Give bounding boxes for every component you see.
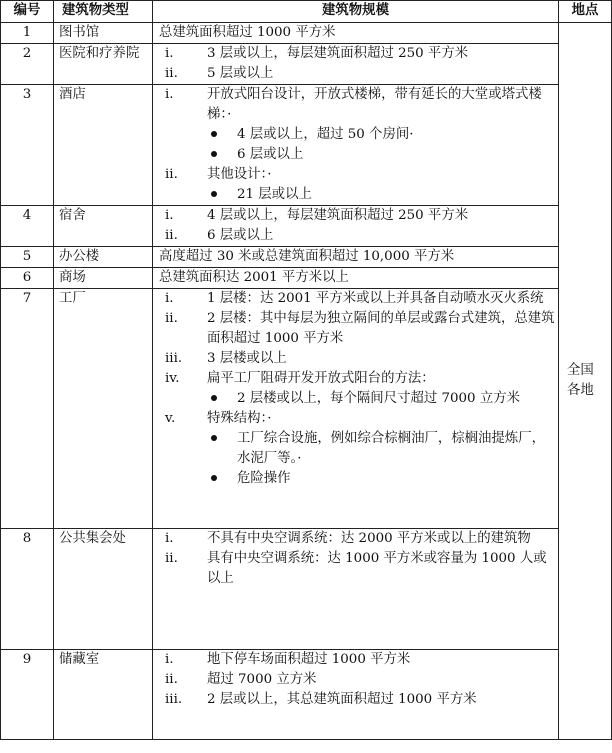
building-scale: 总建筑面积达 2001 平方米以上 xyxy=(153,268,559,289)
bullet-text: 2 层楼或以上，每个隔间尺寸超过 7000 立方米 xyxy=(237,391,521,406)
item-numeral: iii. xyxy=(165,351,183,366)
building-type: 酒店 xyxy=(54,85,153,206)
item-text: 1 层楼：达 2001 平方米或以上并具备自动喷水灭火系统 xyxy=(207,291,544,306)
row-number: 8 xyxy=(1,529,54,650)
item-text: 其他设计：· xyxy=(207,167,272,182)
bullet-text: 6 层或以上 xyxy=(237,147,304,162)
table-row xyxy=(1,529,612,650)
item-numeral: v. xyxy=(165,411,176,426)
spec-item xyxy=(159,44,556,64)
bullet-icon xyxy=(211,131,217,137)
table-row xyxy=(1,289,612,529)
bullet-icon xyxy=(211,151,217,157)
spec-item xyxy=(159,226,556,246)
building-scale xyxy=(153,206,559,247)
table-row xyxy=(1,650,612,740)
item-text: 超过 7000 立方米 xyxy=(207,672,317,687)
item-numeral: i. xyxy=(165,46,174,61)
row-number: 7 xyxy=(1,289,54,529)
bullet-text: 4 层或以上，超过 50 个房间· xyxy=(237,127,414,142)
building-type: 办公楼 xyxy=(54,247,153,268)
bullet-text: 21 层或以上 xyxy=(237,187,312,202)
row-number: 1 xyxy=(1,23,54,44)
spec-item xyxy=(159,165,556,185)
table-row xyxy=(1,23,612,44)
header-no: 编号 xyxy=(1,1,54,23)
building-type: 医院和疗养院 xyxy=(54,44,153,85)
item-text: 4 层或以上，每层建筑面积超过 250 平方米 xyxy=(207,208,469,223)
building-scale xyxy=(153,650,559,740)
item-text: 特殊结构：· xyxy=(207,411,272,426)
bullet-icon xyxy=(211,395,217,401)
row-number: 9 xyxy=(1,650,54,740)
row-number: 5 xyxy=(1,247,54,268)
item-numeral: ii. xyxy=(165,66,178,81)
item-numeral: ii. xyxy=(165,228,178,243)
building-scale: 总建筑面积超过 1000 平方米 xyxy=(153,23,559,44)
spec-item xyxy=(159,369,556,389)
table-row xyxy=(1,44,612,85)
table-row xyxy=(1,268,612,289)
item-numeral: i. xyxy=(165,291,174,306)
table-row xyxy=(1,206,612,247)
item-numeral: i. xyxy=(165,208,174,223)
building-type: 工厂 xyxy=(54,289,153,529)
bullet-icon xyxy=(211,191,217,197)
item-text: 2 层或以上，其总建筑面积超过 1000 平方米 xyxy=(207,692,477,707)
item-text: 地下停车场面积超过 1000 平方米 xyxy=(207,652,411,667)
item-text: 3 层或以上，每层建筑面积超过 250 平方米 xyxy=(207,46,469,61)
spec-item xyxy=(159,289,556,309)
spec-item xyxy=(159,309,556,349)
row-number: 3 xyxy=(1,85,54,206)
spec-item xyxy=(159,549,556,589)
spec-item xyxy=(159,349,556,369)
bullet-item xyxy=(159,125,556,145)
item-numeral: ii. xyxy=(165,672,178,687)
spec-item xyxy=(159,670,556,690)
bullet-item xyxy=(159,389,556,409)
bullet-item xyxy=(159,145,556,165)
building-scale xyxy=(153,85,559,206)
spec-item xyxy=(159,206,556,226)
spec-item xyxy=(159,529,556,549)
spec-item xyxy=(159,85,556,125)
spec-item xyxy=(159,64,556,84)
item-text: 5 层或以上 xyxy=(207,66,274,81)
item-text: 3 层楼或以上 xyxy=(207,351,287,366)
item-numeral: iii. xyxy=(165,692,183,707)
item-text: 不具有中央空调系统：达 2000 平方米或以上的建筑物 xyxy=(207,531,531,546)
header-building-scale: 建筑物规模 xyxy=(153,1,559,23)
building-type: 商场 xyxy=(54,268,153,289)
row-number: 2 xyxy=(1,44,54,85)
header-location: 地点 xyxy=(559,1,612,23)
item-numeral: i. xyxy=(165,87,174,102)
location-cell: 全国 各地 xyxy=(559,23,612,740)
bullet-text: 危险操作 xyxy=(237,471,291,486)
building-type: 储藏室 xyxy=(54,650,153,740)
table-row xyxy=(1,85,612,206)
bullet-item xyxy=(159,429,556,469)
item-numeral: iv. xyxy=(165,371,180,386)
header-building-type: 建筑物类型 xyxy=(54,1,153,23)
item-text: 6 层或以上 xyxy=(207,228,274,243)
row-number: 4 xyxy=(1,206,54,247)
building-scale xyxy=(153,289,559,529)
building-scale xyxy=(153,44,559,85)
item-numeral: ii. xyxy=(165,311,178,326)
spec-item xyxy=(159,650,556,670)
building-type: 公共集会处 xyxy=(54,529,153,650)
building-type: 图书馆 xyxy=(54,23,153,44)
bullet-icon xyxy=(211,475,217,481)
building-type: 宿舍 xyxy=(54,206,153,247)
item-numeral: i. xyxy=(165,531,174,546)
bullet-item xyxy=(159,469,556,489)
row-number: 6 xyxy=(1,268,54,289)
header-row xyxy=(1,1,612,23)
spec-item xyxy=(159,409,556,429)
item-numeral: i. xyxy=(165,652,174,667)
table-row xyxy=(1,247,612,268)
item-text: 开放式阳台设计，开放式楼梯，带有延长的大堂或塔式楼梯：· xyxy=(207,87,542,122)
spec-item xyxy=(159,690,556,710)
bullet-text: 工厂综合设施，例如综合棕榈油厂，棕榈油提炼厂，水泥厂等。· xyxy=(237,431,545,466)
building-scale xyxy=(153,529,559,650)
building-scale: 高度超过 30 米或总建筑面积超过 10,000 平方米 xyxy=(153,247,559,268)
item-numeral: ii. xyxy=(165,551,178,566)
bullet-item xyxy=(159,185,556,205)
item-text: 2 层楼：其中每层为独立隔间的单层或露台式建筑，总建筑面积超过 1000 平方米 xyxy=(207,311,555,346)
item-numeral: ii. xyxy=(165,167,178,182)
item-text: 扁平工厂阻碍开发开放式阳台的方法： xyxy=(207,371,435,386)
bullet-icon xyxy=(211,435,217,441)
item-text: 具有中央空调系统：达 1000 平方米或容量为 1000 人或以上 xyxy=(207,551,547,586)
